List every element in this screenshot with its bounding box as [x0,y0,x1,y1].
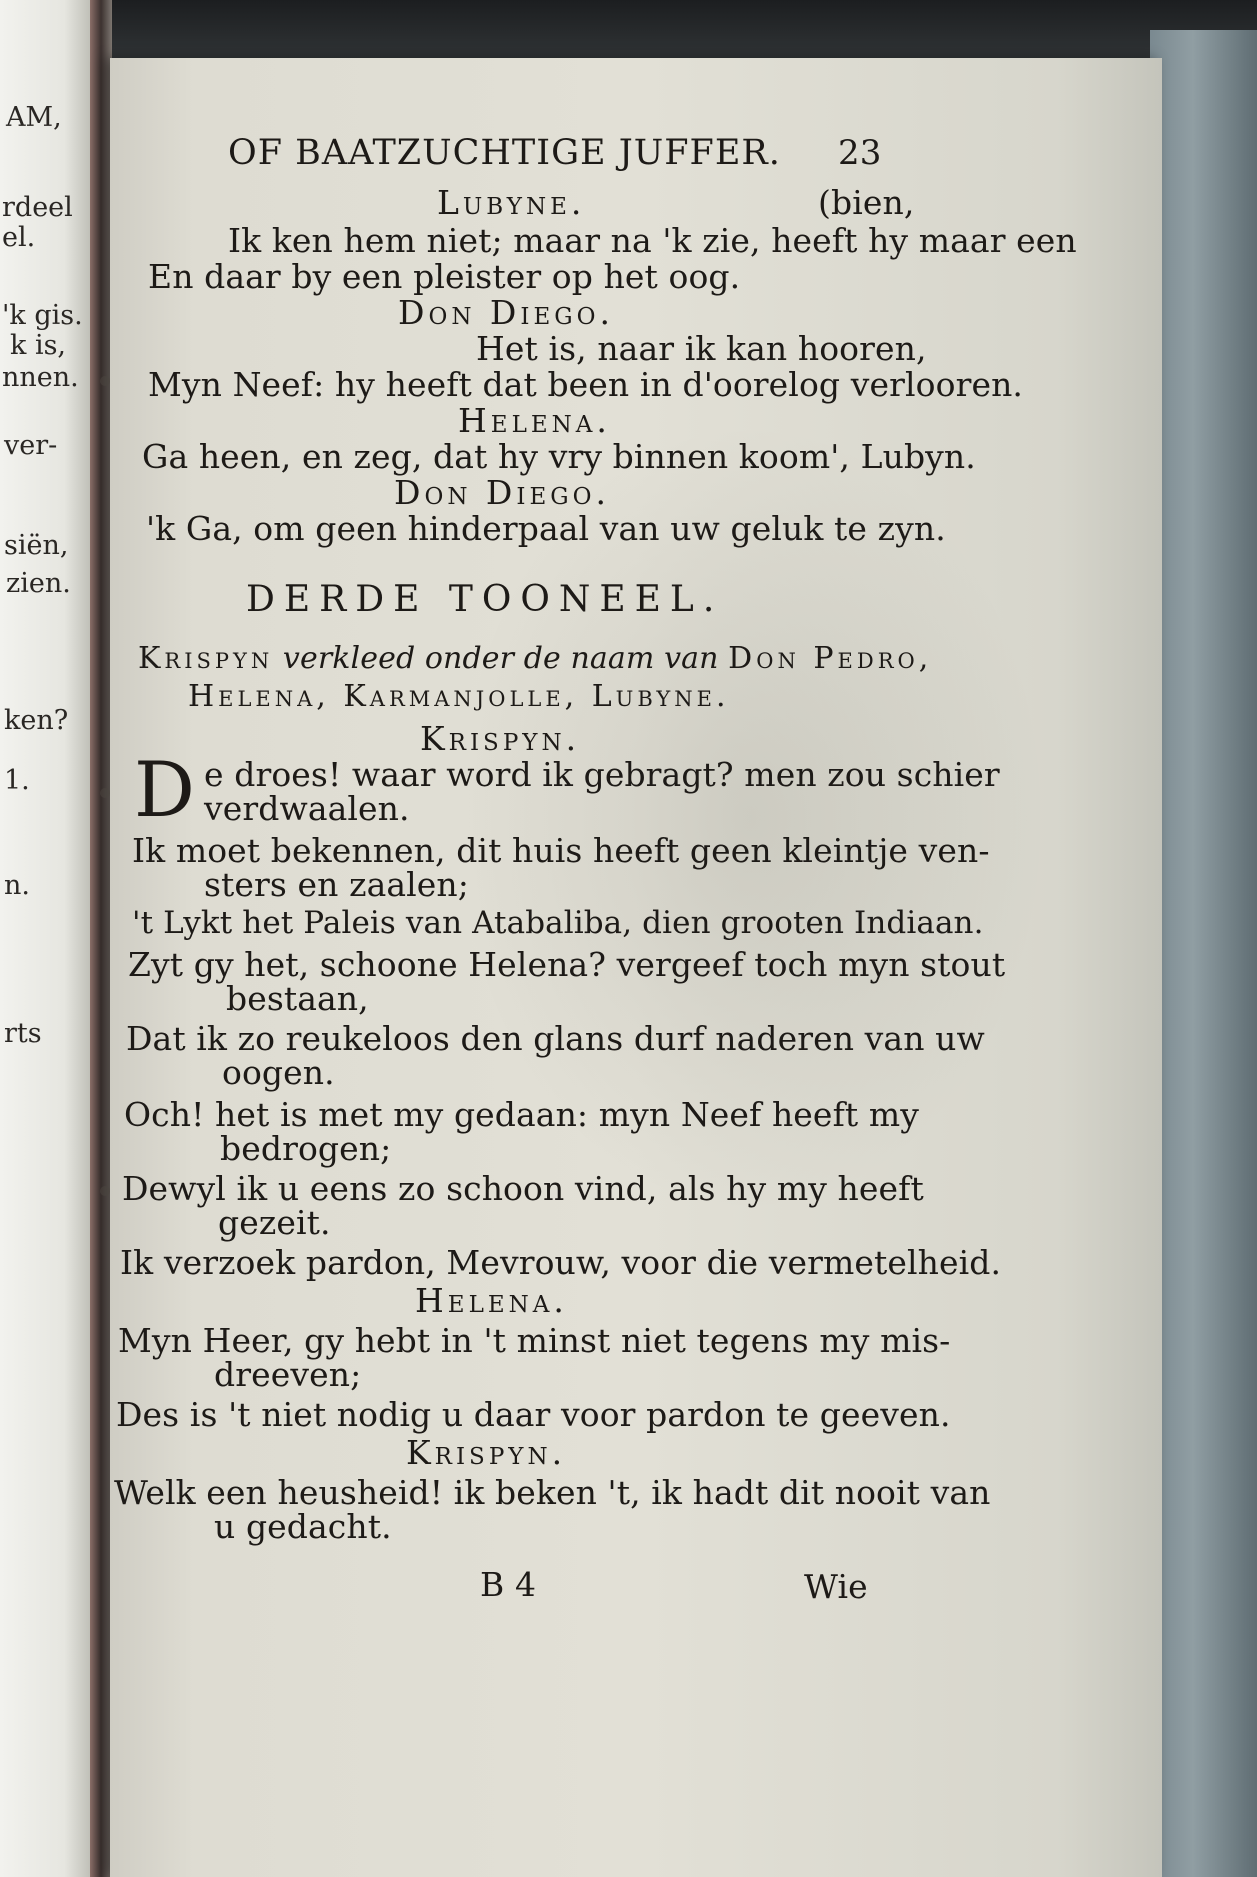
page-number: 23 [838,133,882,173]
verse-line: Zyt gy het, schoone Helena? vergeef toch myn stout [128,945,1006,984]
speaker-name: Don Diego. [394,473,610,512]
running-title: OF BAATZUCHTIGE JUFFER. [228,133,781,173]
verse-line: verdwaalen. [204,789,410,828]
left-page-text [0,0,92,1877]
verse-line: (bien, [818,183,915,222]
verse-line: En daar by een pleister op het oog. [148,257,741,296]
verse-line: Ik verzoek pardon, Mevrouw, voor die vermetelheid. [120,1243,1002,1282]
verse-line: Dewyl ik u eens zo schoon vind, als hy my heeft [122,1169,924,1208]
left-fragment: el. [2,222,36,253]
verse-line: Ik ken hem niet; maar na 'k zie, heeft hy maar een [228,221,1077,260]
verse-line: Welk een heusheid! ik beken 't, ik hadt dit nooit van [114,1473,991,1512]
verse-line: bestaan, [226,979,369,1018]
sewing-hole [100,376,110,386]
verse-line: Dat ik zo reukeloos den glans durf naderen van uw [126,1019,985,1058]
sewing-hole [100,1186,110,1196]
left-fragment: k is, [10,330,67,361]
cast-name: Don Pedro, [728,641,933,676]
verse-line: Het is, naar ik kan hooren, [476,329,927,368]
verse-line: 'k Ga, om geen hinderpaal van uw geluk te zyn. [146,509,946,548]
cast-name: Krispyn [138,641,274,676]
verse-line: Myn Neef: hy heeft dat been in d'oorelog verlooren. [148,365,1024,404]
verse-line: Des is 't niet nodig u daar voor pardon te geeven. [116,1395,951,1434]
speaker-name: Helena. [415,1281,568,1320]
verse-line: dreeven; [214,1355,362,1394]
book-cover-edge [1150,30,1257,1877]
speaker-name: Helena. [458,401,611,440]
left-fragment: nnen. [2,362,79,393]
signature-mark: B 4 [480,1565,537,1604]
verse-line: Myn Heer, gy hebt in 't minst niet tegens my mis- [118,1321,951,1360]
speaker-name: Don Diego. [398,293,614,332]
cast-note: verkleed onder de naam van [273,641,729,676]
verse-line: bedrogen; [220,1129,392,1168]
book-gutter [90,0,112,1877]
verse-line: Ik moet bekennen, dit huis heeft geen kleintje ven- [132,831,990,870]
left-fragment: AM, [6,102,62,133]
cast-list: Helena, Karmanjolle, Lubyne. [188,679,730,714]
left-fragment: 1. [4,765,30,796]
verse-line: e droes! waar word ik gebragt? men zou schier [204,755,1000,794]
left-fragment: siën, [4,530,69,561]
left-fragment: n. [4,870,30,901]
verse-line: 't Lykt het Paleis van Atabaliba, dien grooten Indiaan. [132,905,984,941]
left-fragment: rts [4,1018,42,1049]
verse-line: gezeit. [218,1203,331,1242]
left-fragment: ken? [4,705,69,736]
speaker-name: Krispyn. [420,719,581,758]
catchword: Wie [804,1567,868,1606]
verse-line: sters en zaalen; [204,865,469,904]
left-fragment: 'k gis. [2,300,83,331]
left-fragment: ver- [4,430,58,461]
verse-line: Ga heen, en zeg, dat hy vry binnen koom', Lubyn. [142,437,976,476]
left-fragment: zien. [6,568,71,599]
drop-capital: D [134,745,195,834]
cast-list [138,641,933,676]
verse-line: Och! het is met my gedaan: myn Neef heeft my [124,1095,919,1134]
sewing-hole [100,788,110,798]
verse-line: u gedacht. [214,1507,392,1546]
speaker-name: Krispyn. [406,1433,567,1472]
verse-line: oogen. [222,1053,335,1092]
left-fragment: rdeel [2,192,73,223]
scene-title: DERDE TOONEEL. [246,579,724,620]
book-page [110,58,1162,1877]
speaker-name: Lubyne. [437,183,586,222]
